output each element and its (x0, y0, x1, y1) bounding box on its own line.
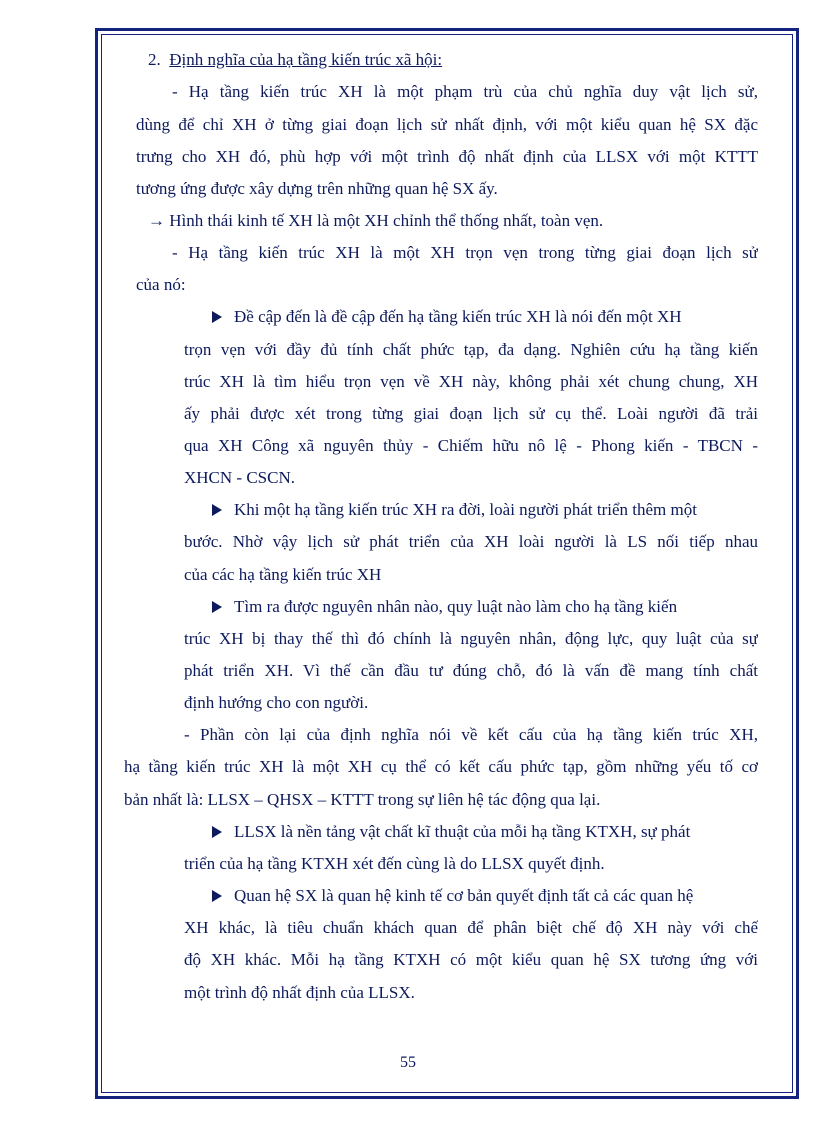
bullet-item (212, 821, 758, 845)
bullet-item (212, 499, 758, 523)
paragraph-line: trưng cho XH đó, phù hợp với một trình độ nhất định của LLSX với một KTTT (136, 147, 758, 166)
paragraph-line: phát triển XH. Vì thế cần đầu tư đúng chỗ, đó là vấn đề mang tính chất (184, 661, 758, 680)
paragraph-line: một trình độ nhất định của LLSX. (184, 983, 415, 1002)
paragraph-line: trúc XH bị thay thế thì đó chính là nguyên nhân, động lực, quy luật của sự (184, 629, 758, 648)
bullet-text: LLSX là nền tảng vật chất kĩ thuật của mỗi hạ tầng KTXH, sự phát (234, 822, 691, 841)
paragraph-line: → Hình thái kinh tế XH là một XH chỉnh thể thống nhất, toàn vẹn. (148, 211, 604, 230)
paragraph-line: tương ứng được xây dựng trên những quan hệ SX ấy. (136, 179, 498, 198)
bullet-item (212, 596, 758, 620)
paragraph-line: độ XH khác. Mỗi hạ tầng KTXH có một kiểu quan hệ SX tương ứng với (184, 950, 758, 969)
arrowhead-bullet-icon (212, 311, 222, 323)
paragraph-line: triển của hạ tầng KTXH xét đến cùng là do LLSX quyết định. (184, 854, 605, 873)
section-heading (148, 49, 442, 73)
paragraph-line: dùng để chỉ XH ở từng giai đoạn lịch sử nhất định, với một kiểu quan hệ SX đặc (136, 115, 758, 134)
paragraph-line: - Phần còn lại của định nghĩa nói về kết cấu của hạ tầng kiến trúc XH, (184, 725, 758, 744)
bullet-text: Khi một hạ tầng kiến trúc XH ra đời, loài người phát triển thêm một (234, 500, 697, 519)
arrowhead-bullet-icon (212, 601, 222, 613)
page-number: 55 (400, 1054, 416, 1071)
arrowhead-bullet-icon (212, 890, 222, 902)
paragraph-line: XH khác, là tiêu chuẩn khách quan để phân biệt chế độ XH này với chế (184, 918, 758, 937)
paragraph-line: trúc XH là tìm hiểu trọn vẹn về XH này, không phải xét chung chung, XH (184, 372, 758, 391)
paragraph-line: qua XH Công xã nguyên thủy - Chiếm hữu nô lệ - Phong kiến - TBCN - (184, 436, 758, 455)
paragraph-line: của các hạ tầng kiến trúc XH (184, 565, 382, 584)
paragraph-line: bản nhất là: LLSX – QHSX – KTTT trong sự liên hệ tác động qua lại. (124, 790, 601, 809)
bullet-item (212, 306, 758, 330)
paragraph-line: - Hạ tầng kiến trúc XH là một XH trọn vẹn trong từng giai đoạn lịch sử (172, 243, 758, 262)
bullet-item (212, 885, 758, 909)
paragraph-line: bước. Nhờ vậy lịch sử phát triển của XH loài người là LS nối tiếp nhau (184, 532, 758, 551)
paragraph-line: XHCN - CSCN. (184, 468, 295, 487)
paragraph-line: trọn vẹn với đầy đủ tính chất phức tạp, đa dạng. Nghiên cứu hạ tầng kiến (184, 340, 758, 359)
bullet-text: Đề cập đến là đề cập đến hạ tầng kiến trúc XH là nói đến một XH (234, 307, 682, 326)
arrowhead-bullet-icon (212, 826, 222, 838)
bullet-text: Tìm ra được nguyên nhân nào, quy luật nào làm cho hạ tầng kiến (234, 597, 678, 616)
paragraph-line: của nó: (136, 275, 186, 294)
section-number: 2. (148, 50, 161, 69)
paragraph-line: định hướng cho con người. (184, 693, 369, 712)
paragraph-line: hạ tầng kiến trúc XH là một XH cụ thể có kết cấu phức tạp, gồm những yếu tố cơ (124, 757, 758, 776)
section-title: Định nghĩa của hạ tầng kiến trúc xã hội: (169, 50, 443, 69)
bullet-text: Quan hệ SX là quan hệ kinh tế cơ bản quyết định tất cả các quan hệ (234, 886, 694, 905)
paragraph-line: ấy phải được xét trong từng giai đoạn lịch sử cụ thể. Loài người đã trải (184, 404, 758, 423)
paragraph-line: - Hạ tầng kiến trúc XH là một phạm trù của chủ nghĩa duy vật lịch sử, (172, 82, 758, 101)
arrowhead-bullet-icon (212, 504, 222, 516)
